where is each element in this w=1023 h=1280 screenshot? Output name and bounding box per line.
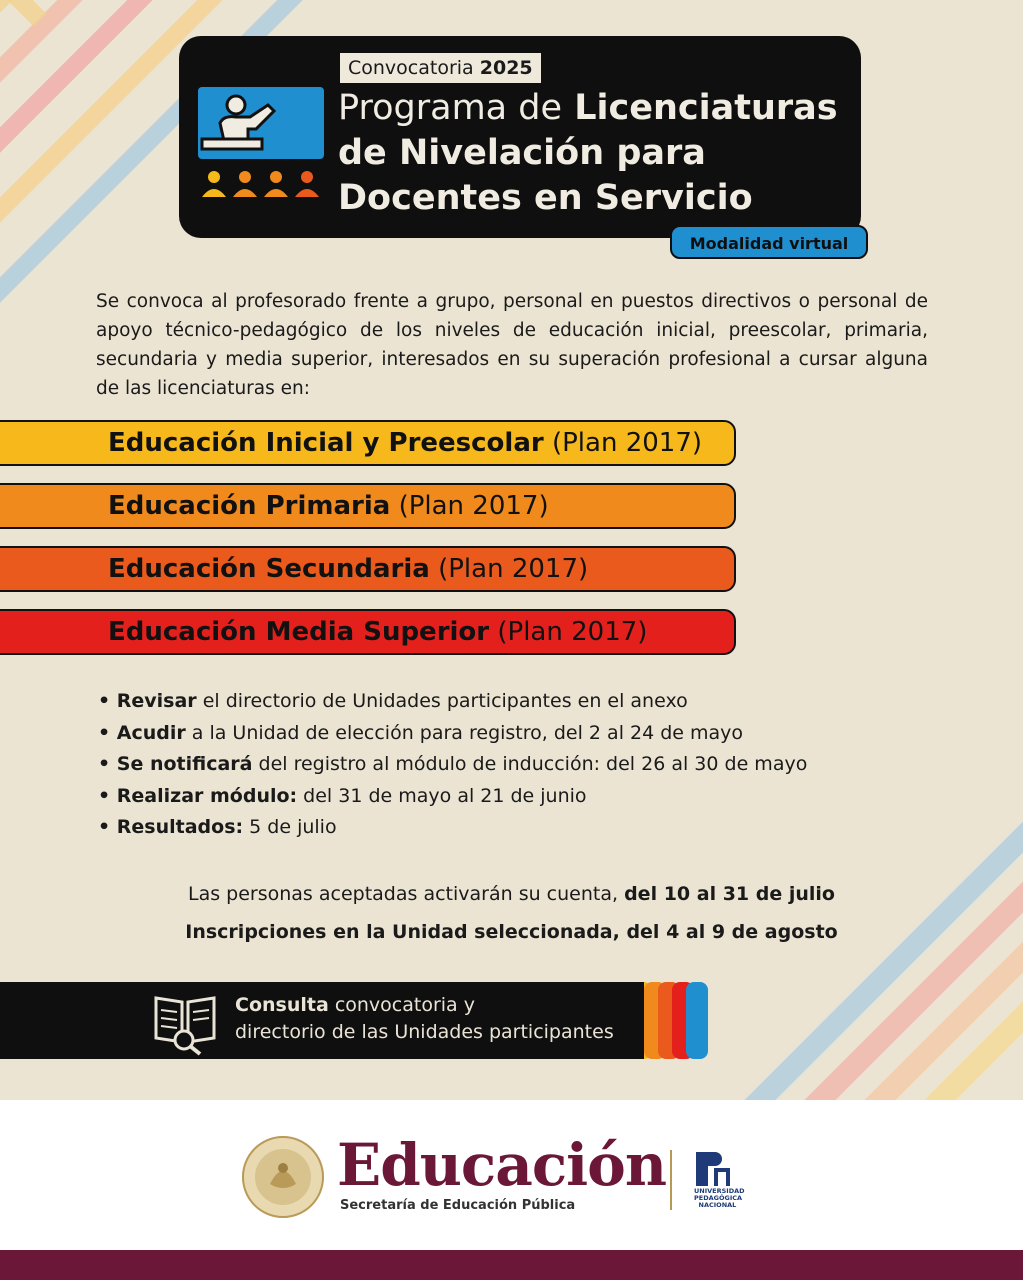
list-item — [98, 718, 807, 750]
national-seal-icon — [240, 1134, 326, 1220]
program-bar-media-superior — [0, 609, 736, 655]
step-bold: Acudir — [116, 721, 186, 744]
program-name: Educación Primaria — [108, 491, 391, 521]
program-bar-secundaria — [0, 546, 736, 592]
upn-label: UNIVERSIDAD PEDAGÓGICA NACIONAL — [694, 1187, 745, 1209]
list-item — [98, 812, 807, 844]
convocatoria-year: 2025 — [479, 57, 533, 79]
activation-dates: del 10 al 31 de julio — [624, 883, 835, 905]
program-title — [338, 86, 848, 221]
convocatoria-label — [340, 53, 541, 83]
teacher-classroom-icon — [198, 87, 326, 213]
upn-logo-icon — [694, 1150, 734, 1188]
program-name: Educación Secundaria — [108, 554, 430, 584]
step-text: a la Unidad de elección para registro, del 2 al 24 de mayo — [185, 721, 744, 744]
step-text: del 31 de mayo al 21 de junio — [297, 784, 587, 807]
consulta-text[interactable] — [235, 992, 614, 1046]
inscriptions-note: Inscripciones en la Unidad seleccionada, del 4 al 9 de agosto — [185, 921, 838, 943]
convocatoria-prefix: Convocatoria — [348, 57, 474, 79]
program-bar-inicial — [0, 420, 736, 466]
program-name: Educación Inicial y Preescolar — [108, 428, 544, 458]
step-bold: Se notificará — [116, 753, 253, 775]
step-text: del registro al módulo de inducción: del 26 al 30 de mayo — [252, 753, 808, 775]
step-bold: Revisar — [116, 690, 197, 712]
title-line1-bold: Licenciaturas — [574, 88, 838, 128]
title-line2: de Nivelación para — [338, 133, 706, 173]
program-bar-primaria — [0, 483, 736, 529]
step-text: el directorio de Unidades participantes en el anexo — [196, 690, 688, 712]
title-line3: Docentes en Servicio — [338, 178, 753, 218]
footer-divider — [670, 1150, 672, 1210]
education-brand: Educación — [337, 1131, 667, 1199]
list-item — [98, 686, 807, 718]
book-search-icon — [150, 988, 220, 1058]
title-line1-light: Programa de — [338, 88, 562, 128]
sep-subtitle: Secretaría de Educación Pública — [340, 1198, 576, 1213]
program-plan: (Plan 2017) — [438, 554, 589, 584]
program-plan: (Plan 2017) — [398, 491, 549, 521]
consulta-line1: convocatoria y — [328, 994, 475, 1016]
program-plan: (Plan 2017) — [551, 428, 703, 458]
activation-note — [0, 883, 1023, 905]
list-item — [98, 781, 807, 813]
step-bold: Realizar módulo: — [116, 784, 298, 807]
program-plan: (Plan 2017) — [497, 617, 648, 647]
consulta-bold: Consulta — [235, 994, 329, 1016]
consulta-color-bars — [630, 982, 710, 1059]
consulta-line2: directorio de las Unidades participantes — [235, 1021, 614, 1043]
intro-paragraph: Se convoca al profesorado frente a grupo, personal en puestos directivos o personal de apoyo técnico-pedagógico de los niveles de educación inicial, preescolar, primaria, secundaria y media superior, interesados en su superación profesional a cursar alguna de las licenciaturas en: — [96, 291, 928, 399]
steps-list — [98, 686, 807, 844]
list-item — [98, 749, 807, 781]
modality-badge: Modalidad virtual — [670, 225, 868, 259]
program-name: Educación Media Superior — [108, 617, 490, 647]
step-text: 5 de julio — [243, 816, 337, 838]
step-bold: Resultados: — [116, 816, 244, 838]
activation-text: Las personas aceptadas activarán su cuenta, — [188, 883, 625, 905]
footer-band — [0, 1250, 1023, 1280]
